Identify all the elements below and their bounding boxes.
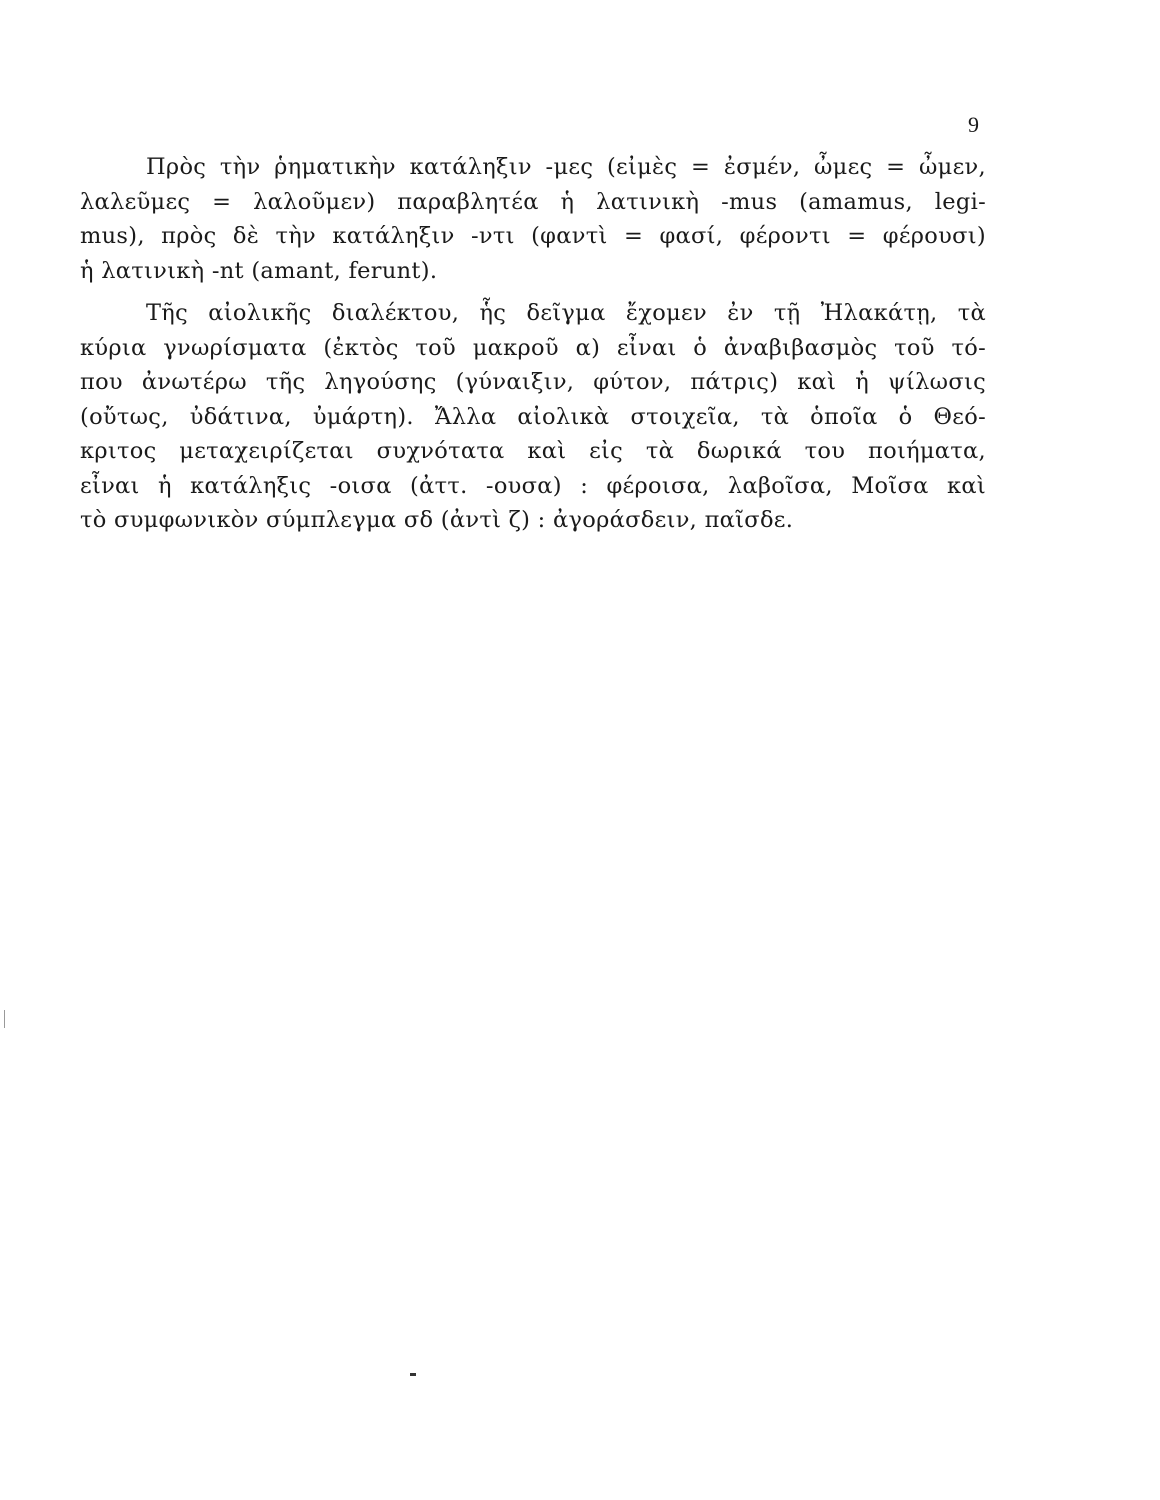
text-line: κριτος μεταχειρίζεται συχνότατα καὶ εἰς τὰ δωρικά του ποιήματα,: [80, 438, 986, 464]
text-line: εἶναι ἡ κατάληξις -οισα (ἀττ. -ουσα) : φέροισα, λαβοῖσα, Μοῖσα καὶ: [80, 472, 986, 499]
paragraph-1: [80, 150, 986, 288]
text-line: κύρια γνωρίσματα (ἐκτὸς τοῦ μακροῦ α) εἶναι ὁ ἀναβιβασμὸς τοῦ τό-: [80, 334, 986, 361]
page-number: 9: [968, 112, 979, 137]
body-text: [80, 150, 986, 538]
text-line: Πρὸς τὴν ῥηματικὴν κατάληξιν -μες (εἰμὲς = ἐσμέν, ὦμες = ὦμεν,: [146, 154, 986, 180]
scan-artifact: [410, 1373, 416, 1376]
text-line: τὸ συμφωνικὸν σύμπλεγμα σδ (ἀντὶ ζ) : ἀγοράσδειν, παῖσδε.: [80, 507, 794, 533]
text-line: mus), πρὸς δὲ τὴν κατάληξιν -ντι (φαντὶ = φασί, φέροντι = φέρουσι): [80, 223, 986, 249]
scan-artifact: [4, 1010, 5, 1028]
text-line: λαλεῦμες = λαλοῦμεν) παραβλητέα ἡ λατινικὴ -mus (amamus, legi-: [80, 188, 986, 215]
text-line: Τῆς αἰολικῆς διαλέκτου, ἧς δεῖγμα ἔχομεν ἐν τῇ Ἠλακάτῃ, τὰ: [146, 300, 986, 326]
text-line: (οὔτως, ὐδάτινα, ὐμάρτη). Ἄλλα αἰολικὰ στοιχεῖα, τὰ ὁποῖα ὁ Θεό-: [80, 403, 986, 430]
text-line: που ἀνωτέρω τῆς ληγούσης (γύναιξιν, φύτον, πάτρις) καὶ ἡ ψίλωσις: [80, 369, 986, 395]
paragraph-2: [80, 296, 986, 538]
text-line: ἡ λατινικὴ -nt (amant, ferunt).: [80, 257, 438, 284]
paragraph-gap: [80, 288, 986, 296]
